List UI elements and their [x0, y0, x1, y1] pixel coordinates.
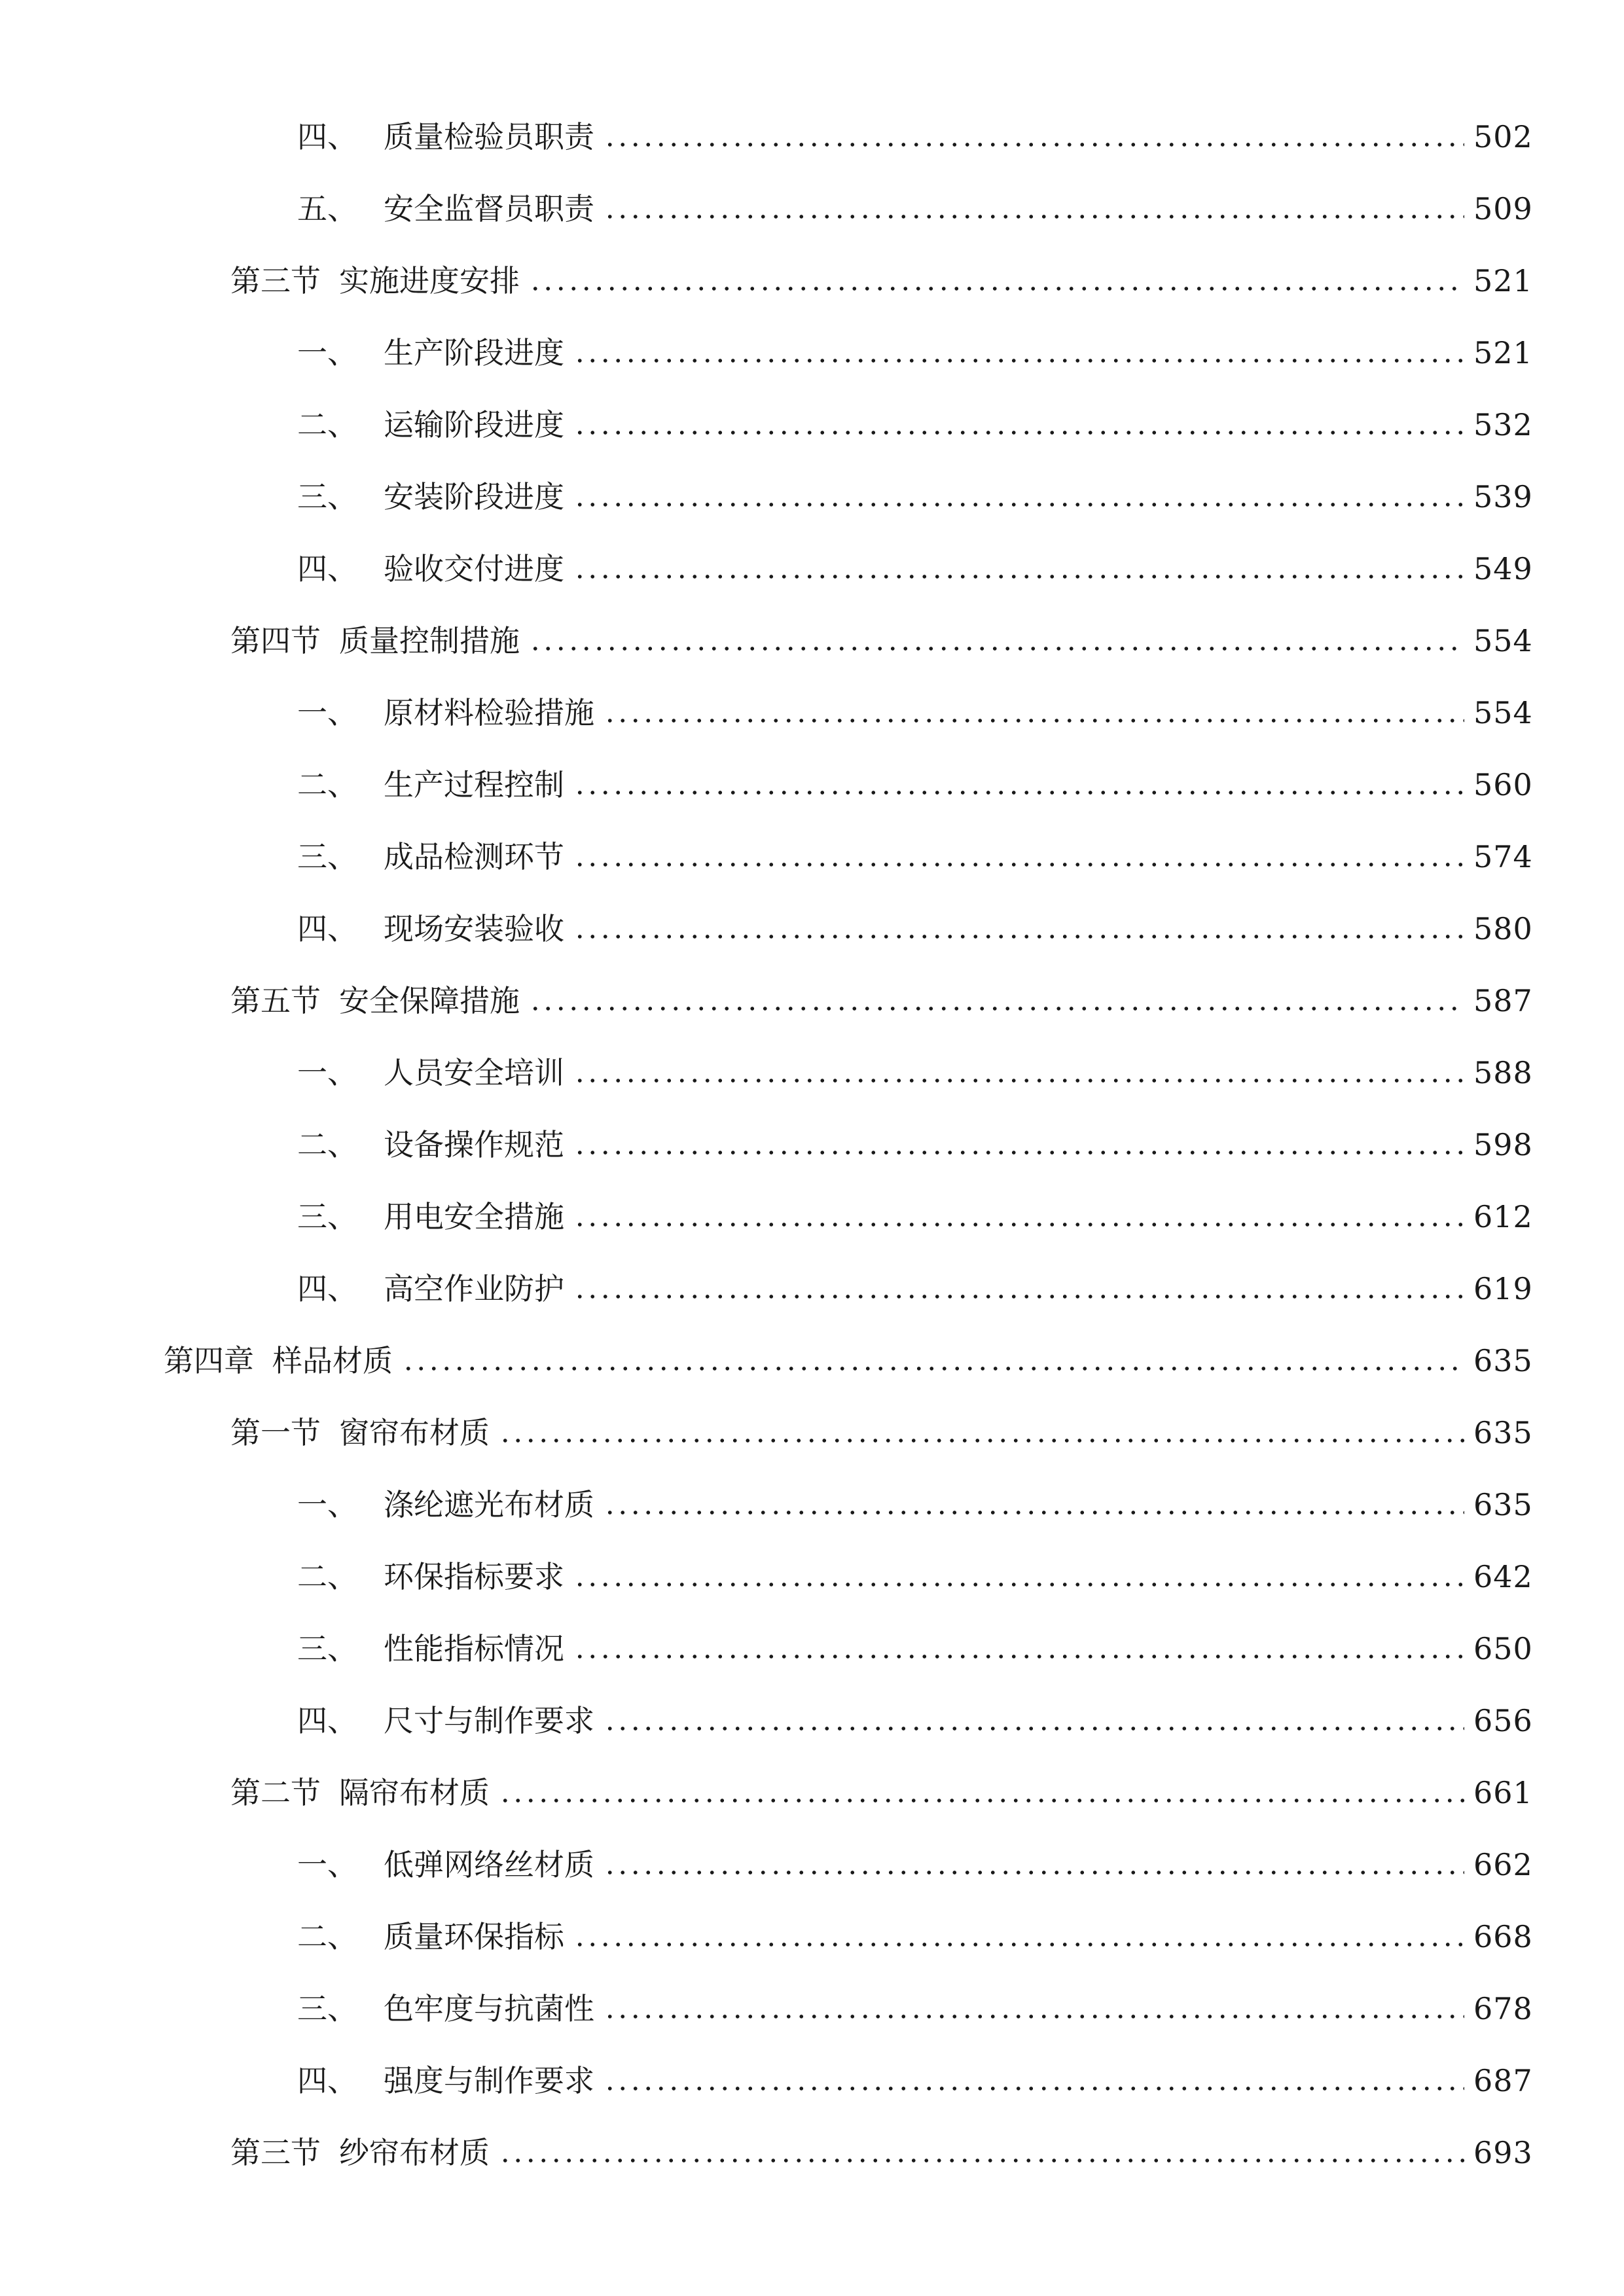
toc-entry-number: 一、 [297, 1487, 357, 1522]
table-of-contents [0, 85, 1624, 2173]
toc-dot-leader [499, 1437, 1464, 1444]
toc-entry-label [297, 548, 564, 589]
toc-entry-level-2[interactable] [0, 1741, 1624, 1813]
toc-dot-leader [604, 2013, 1464, 2020]
toc-entry-title: 运输阶段进度 [384, 407, 564, 442]
toc-entry-label [164, 1340, 393, 1381]
toc-entry-label [297, 1628, 564, 1669]
toc-entry-level-3[interactable] [0, 1669, 1624, 1741]
toc-entry-label [297, 1124, 564, 1165]
toc-entry-level-3[interactable] [0, 1165, 1624, 1237]
toc-entry-title: 低弹网络丝材质 [384, 1847, 594, 1882]
toc-entry-label [297, 692, 594, 733]
toc-entry-title: 安装阶段进度 [384, 479, 564, 514]
toc-entry-page-number: 521 [1473, 335, 1533, 370]
toc-dot-leader [604, 717, 1464, 724]
toc-entry-number: 三、 [297, 839, 357, 874]
toc-entry-level-3[interactable] [0, 1237, 1624, 1309]
toc-entry-title: 安全监督员职责 [384, 191, 594, 226]
toc-entry-level-3[interactable] [0, 733, 1624, 805]
toc-entry-level-2[interactable] [0, 2101, 1624, 2173]
toc-entry-title: 设备操作规范 [384, 1127, 564, 1162]
toc-entry-level-3[interactable] [0, 805, 1624, 877]
toc-entry-page-number: 678 [1473, 1991, 1533, 2026]
toc-entry-level-3[interactable] [0, 445, 1624, 517]
toc-entry-level-3[interactable] [0, 1021, 1624, 1093]
toc-entry-number: 第四节 [230, 623, 321, 658]
toc-entry-label [297, 1052, 564, 1093]
toc-entry-page-number: 554 [1473, 623, 1533, 658]
toc-entry-label [297, 836, 564, 877]
toc-entry-title: 质量环保指标 [384, 1919, 564, 1954]
toc-entry-title: 隔帘布材质 [339, 1775, 490, 1810]
toc-entry-number: 第五节 [230, 983, 321, 1018]
toc-dot-leader [573, 1293, 1464, 1300]
toc-entry-title: 高空作业防护 [384, 1271, 564, 1306]
toc-dot-leader [573, 1221, 1464, 1228]
toc-dot-leader [604, 1509, 1464, 1516]
toc-entry-level-3[interactable] [0, 2029, 1624, 2101]
toc-entry-level-3[interactable] [0, 661, 1624, 733]
toc-entry-level-3[interactable] [0, 1525, 1624, 1597]
toc-entry-level-3[interactable] [0, 157, 1624, 229]
toc-entry-number: 一、 [297, 1055, 357, 1090]
toc-entry-title: 成品检测环节 [384, 839, 564, 874]
toc-dot-leader [573, 429, 1464, 436]
toc-entry-page-number: 661 [1473, 1775, 1533, 1810]
toc-entry-number: 二、 [297, 767, 357, 802]
toc-entry-title: 涤纶遮光布材质 [384, 1487, 594, 1522]
toc-entry-page-number: 668 [1473, 1919, 1533, 1954]
toc-dot-leader [604, 1869, 1464, 1876]
toc-entry-level-2[interactable] [0, 229, 1624, 301]
toc-entry-label [297, 764, 564, 805]
toc-entry-page-number: 521 [1473, 263, 1533, 298]
toc-entry-title: 生产阶段进度 [384, 335, 564, 370]
toc-entry-title: 现场安装验收 [384, 911, 564, 946]
toc-entry-label [297, 1700, 594, 1741]
toc-entry-page-number: 650 [1473, 1631, 1533, 1666]
toc-entry-page-number: 554 [1473, 695, 1533, 730]
toc-dot-leader [573, 789, 1464, 796]
toc-entry-label [297, 1556, 564, 1597]
toc-entry-page-number: 642 [1473, 1559, 1533, 1594]
toc-entry-title: 安全保障措施 [339, 983, 520, 1018]
toc-entry-number: 三、 [297, 1631, 357, 1666]
toc-dot-leader [573, 1941, 1464, 1948]
toc-entry-number: 五、 [297, 191, 357, 226]
toc-dot-leader [573, 861, 1464, 868]
toc-entry-level-2[interactable] [0, 589, 1624, 661]
toc-entry-page-number: 662 [1473, 1847, 1533, 1882]
toc-entry-number: 三、 [297, 1199, 357, 1234]
toc-dot-leader [573, 1077, 1464, 1084]
toc-entry-page-number: 502 [1473, 119, 1533, 154]
toc-entry-number: 三、 [297, 479, 357, 514]
toc-entry-label [297, 1196, 564, 1237]
toc-entry-label [297, 1484, 594, 1525]
toc-entry-page-number: 587 [1473, 983, 1533, 1018]
toc-entry-page-number: 532 [1473, 407, 1533, 442]
toc-dot-leader [529, 285, 1464, 292]
toc-list [0, 85, 1624, 2173]
toc-entry-number: 四、 [297, 911, 357, 946]
toc-entry-label [230, 980, 520, 1021]
toc-entry-label [230, 620, 520, 661]
toc-entry-level-2[interactable] [0, 949, 1624, 1021]
toc-entry-number: 一、 [297, 335, 357, 370]
toc-entry-number: 四、 [297, 119, 357, 154]
toc-entry-label [230, 2132, 490, 2173]
toc-entry-page-number: 598 [1473, 1127, 1533, 1162]
toc-dot-leader [604, 213, 1464, 220]
toc-entry-page-number: 635 [1473, 1415, 1533, 1450]
toc-entry-label [297, 332, 564, 373]
toc-dot-leader [573, 573, 1464, 580]
toc-entry-page-number: 509 [1473, 191, 1533, 226]
toc-entry-page-number: 635 [1473, 1343, 1533, 1378]
toc-entry-number: 二、 [297, 1127, 357, 1162]
toc-entry-level-3[interactable] [0, 1813, 1624, 1885]
toc-entry-number: 第三节 [230, 2135, 321, 2170]
toc-entry-number: 第三节 [230, 263, 321, 298]
toc-dot-leader [604, 141, 1464, 148]
toc-entry-level-2[interactable] [0, 1381, 1624, 1453]
toc-entry-label [297, 908, 564, 949]
toc-entry-title: 纱帘布材质 [339, 2135, 490, 2170]
toc-entry-level-3[interactable] [0, 301, 1624, 373]
toc-entry-title: 验收交付进度 [384, 551, 564, 586]
toc-entry-label [297, 404, 564, 445]
toc-entry-number: 二、 [297, 1559, 357, 1594]
toc-entry-label [230, 1412, 490, 1453]
toc-entry-number: 第四章 [164, 1343, 254, 1378]
toc-entry-title: 样品材质 [272, 1343, 393, 1378]
toc-entry-level-3[interactable] [0, 85, 1624, 157]
toc-entry-label [297, 476, 564, 517]
toc-entry-title: 质量控制措施 [339, 623, 520, 658]
toc-entry-label [230, 260, 520, 301]
toc-entry-number: 三、 [297, 1991, 357, 2026]
toc-entry-level-3[interactable] [0, 1597, 1624, 1669]
toc-entry-label [297, 1916, 564, 1957]
toc-entry-number: 四、 [297, 1271, 357, 1306]
toc-entry-title: 强度与制作要求 [384, 2063, 594, 2098]
toc-dot-leader [573, 1581, 1464, 1588]
toc-dot-leader [499, 1797, 1464, 1804]
toc-entry-page-number: 539 [1473, 479, 1533, 514]
toc-entry-title: 生产过程控制 [384, 767, 564, 802]
toc-entry-number: 第二节 [230, 1775, 321, 1810]
toc-entry-page-number: 635 [1473, 1487, 1533, 1522]
toc-entry-page-number: 687 [1473, 2063, 1533, 2098]
toc-dot-leader [402, 1365, 1464, 1372]
toc-entry-label [297, 117, 594, 157]
toc-entry-title: 质量检验员职责 [384, 119, 594, 154]
toc-entry-title: 实施进度安排 [339, 263, 520, 298]
toc-entry-level-3[interactable] [0, 1453, 1624, 1525]
toc-dot-leader [573, 357, 1464, 364]
toc-dot-leader [529, 1005, 1464, 1012]
toc-dot-leader [499, 2157, 1464, 2164]
toc-entry-number: 二、 [297, 407, 357, 442]
toc-entry-label [297, 2060, 594, 2101]
toc-entry-page-number: 612 [1473, 1199, 1533, 1234]
toc-entry-label [297, 1844, 594, 1885]
toc-dot-leader [573, 501, 1464, 508]
toc-entry-page-number: 619 [1473, 1271, 1533, 1306]
toc-entry-level-3[interactable] [0, 877, 1624, 949]
toc-entry-title: 原材料检验措施 [384, 695, 594, 730]
toc-entry-title: 色牢度与抗菌性 [384, 1991, 594, 2026]
toc-entry-page-number: 560 [1473, 767, 1533, 802]
toc-entry-label [297, 1268, 564, 1309]
toc-entry-level-3[interactable] [0, 1093, 1624, 1165]
toc-dot-leader [573, 1149, 1464, 1156]
toc-entry-page-number: 580 [1473, 911, 1533, 946]
toc-entry-page-number: 549 [1473, 551, 1533, 586]
toc-entry-level-3[interactable] [0, 1885, 1624, 1957]
toc-dot-leader [573, 1653, 1464, 1660]
toc-entry-page-number: 588 [1473, 1055, 1533, 1090]
toc-dot-leader [604, 1725, 1464, 1732]
toc-entry-level-1[interactable] [0, 1309, 1624, 1381]
toc-entry-label [230, 1772, 490, 1813]
toc-entry-level-3[interactable] [0, 517, 1624, 589]
toc-entry-number: 四、 [297, 551, 357, 586]
toc-entry-label [297, 188, 594, 229]
toc-dot-leader [529, 645, 1464, 652]
toc-dot-leader [573, 933, 1464, 940]
toc-entry-number: 一、 [297, 695, 357, 730]
toc-entry-number: 一、 [297, 1847, 357, 1882]
toc-entry-level-3[interactable] [0, 1957, 1624, 2029]
toc-entry-title: 性能指标情况 [384, 1631, 564, 1666]
toc-entry-page-number: 656 [1473, 1703, 1533, 1738]
toc-entry-level-3[interactable] [0, 373, 1624, 445]
toc-entry-page-number: 574 [1473, 839, 1533, 874]
toc-entry-title: 人员安全培训 [384, 1055, 564, 1090]
toc-entry-number: 四、 [297, 1703, 357, 1738]
toc-entry-number: 第一节 [230, 1415, 321, 1450]
toc-entry-page-number: 693 [1473, 2135, 1533, 2170]
toc-entry-label [297, 1988, 594, 2029]
toc-entry-title: 用电安全措施 [384, 1199, 564, 1234]
toc-entry-number: 二、 [297, 1919, 357, 1954]
toc-entry-number: 四、 [297, 2063, 357, 2098]
toc-entry-title: 环保指标要求 [384, 1559, 564, 1594]
toc-entry-title: 尺寸与制作要求 [384, 1703, 594, 1738]
toc-dot-leader [604, 2085, 1464, 2092]
toc-entry-title: 窗帘布材质 [339, 1415, 490, 1450]
